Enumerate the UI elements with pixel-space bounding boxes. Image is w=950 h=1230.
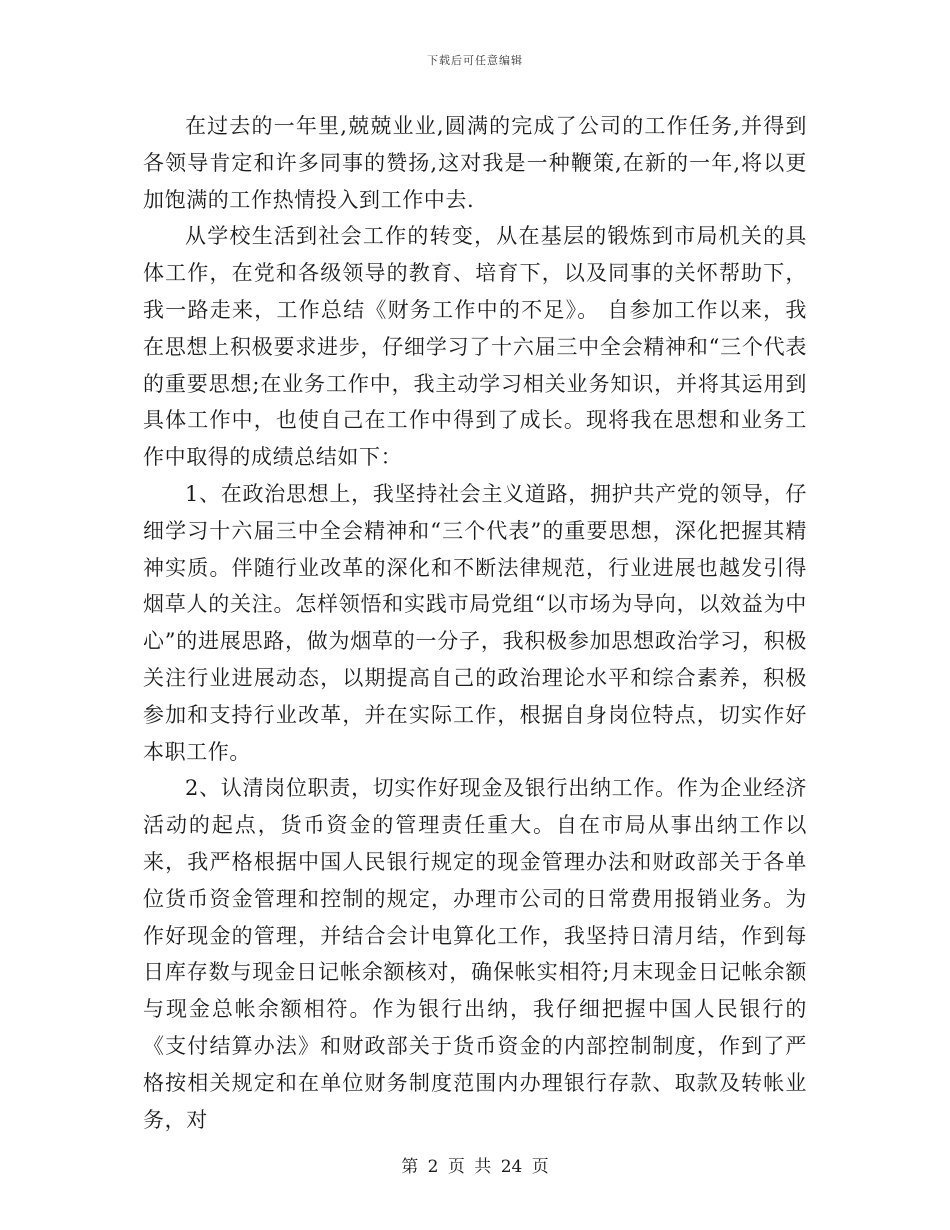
page-header: 下载后可任意编辑 <box>427 54 523 67</box>
document-body <box>143 108 807 1138</box>
page-number-footer: 第 2 页 共 24 页 <box>401 1157 549 1177</box>
paragraph-2: 从学校生活到社会工作的转变，从在基层的锻炼到市局机关的具体工作，在党和各级领导的教育、培育下，以及同事的关怀帮助下，我一路走来，工作总结《财务工作中的不足》。 自参加工作以来，我在思想上积极要求进步，仔细学习了十六届三中全会精神和“三个代表的重要思想;在业务工作中，我主动学习相关业务知识，并将其运用到具体工作中，也使自己在工作中得到了成长。现将我在思想和业务工作中取得的成绩总结如下： <box>143 224 807 470</box>
paragraph-4: 2、认清岗位职责，切实作好现金及银行出纳工作。作为企业经济活动的起点，货币资金的管理责任重大。自在市局从事出纳工作以来，我严格根据中国人民银行规定的现金管理办法和财政部关于各单位货币资金管理和控制的规定，办理市公司的日常费用报销业务。为作好现金的管理，并结合会计电算化工作，我坚持日清月结，作到每日库存数与现金日记帐余额核对，确保帐实相符;月末现金日记帐余额与现金总帐余额相符。作为银行出纳，我仔细把握中国人民银行的《支付结算办法》和财政部关于货币资金的内部控制制度，作到了严格按相关规定和在单位财务制度范围内办理银行存款、取款及转帐业务，对 <box>143 776 807 1132</box>
paragraph-1: 在过去的一年里,兢兢业业,圆满的完成了公司的工作任务,并得到各领导肯定和许多同事的赞扬,这对我是一种鞭策,在新的一年,将以更加饱满的工作热情投入到工作中去. <box>143 114 807 212</box>
paragraph-3: 1、在政治思想上，我坚持社会主义道路，拥护共产党的领导，仔细学习十六届三中全会精神和“三个代表”的重要思想，深化把握其精神实质。伴随行业改革的深化和不断法律规范，行业进展也越发引得烟草人的关注。怎样领悟和实践市局党组“以市场为导向，以效益为中心”的进展思路，做为烟草的一分子，我积极参加思想政治学习，积极关注行业进展动态，以期提高自己的政治理论水平和综合素养，积极参加和支持行业改革，并在实际工作，根据自身岗位特点，切实作好本职工作。 <box>143 481 807 764</box>
